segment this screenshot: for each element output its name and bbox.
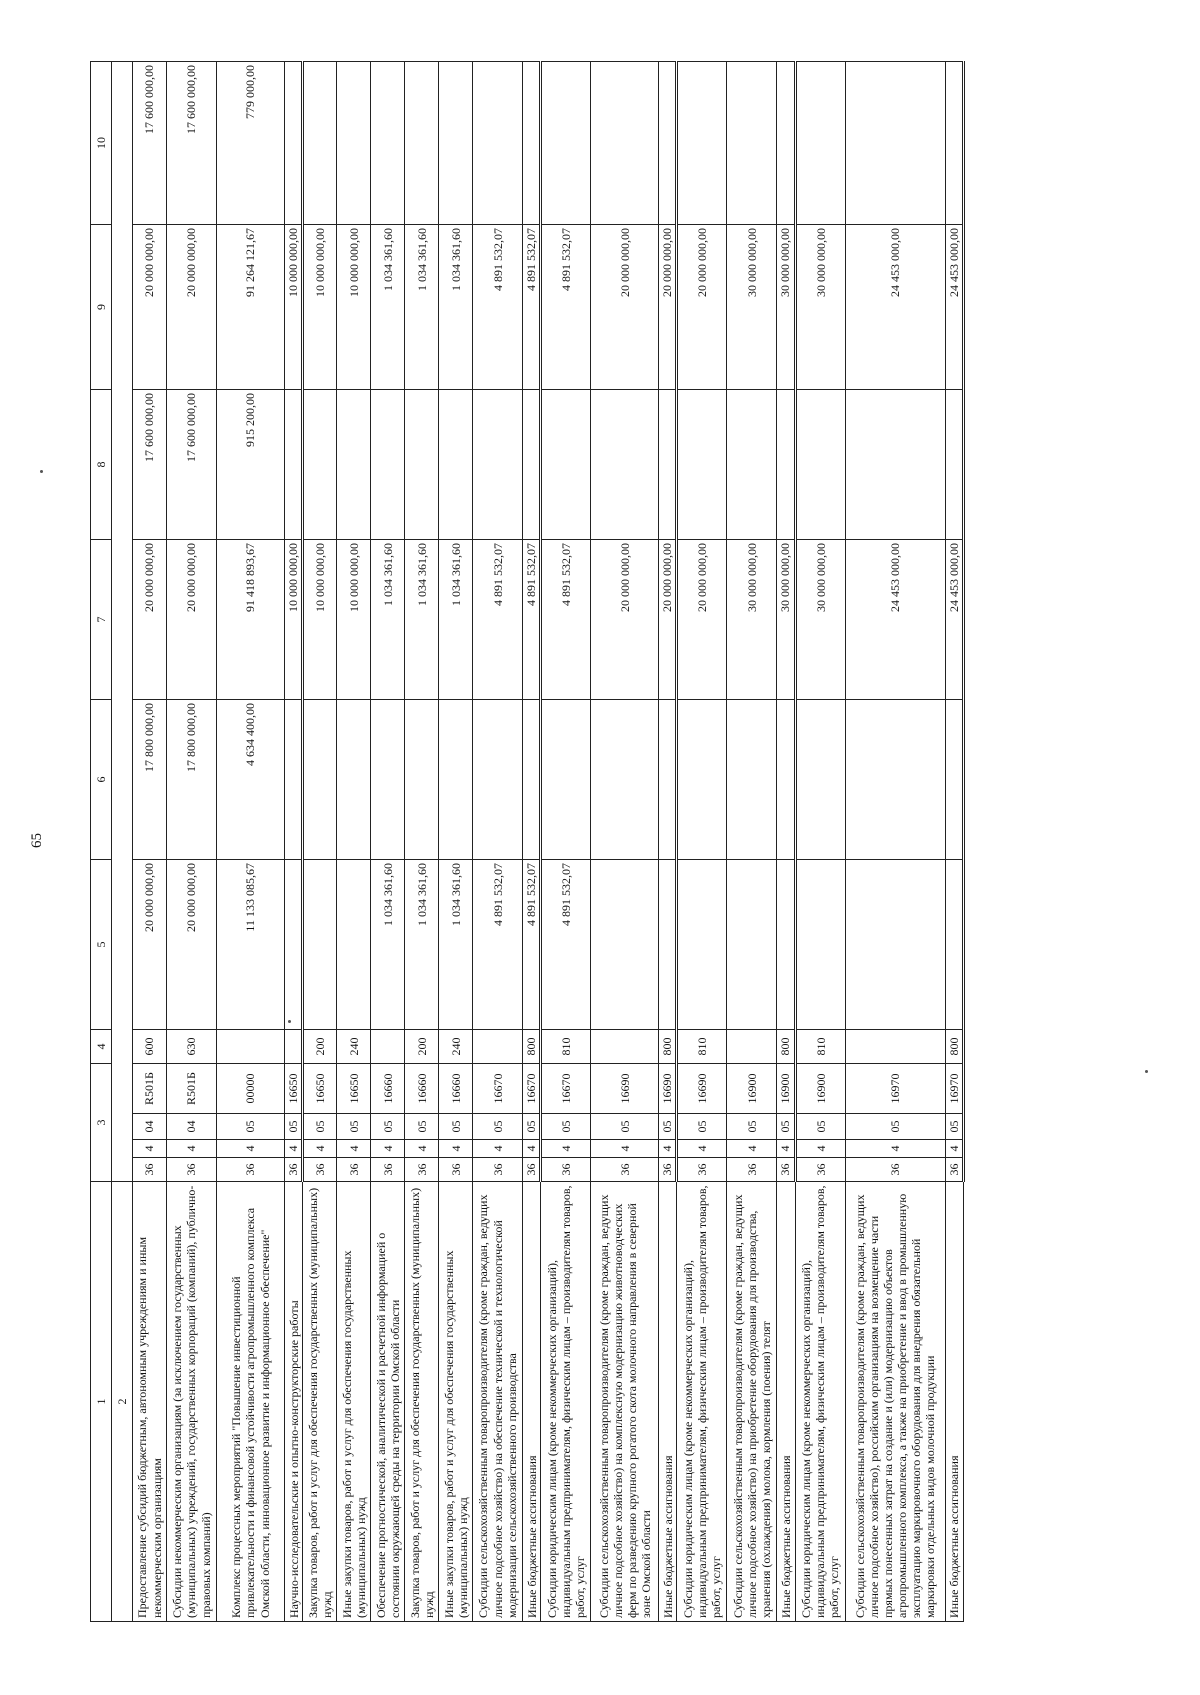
amount-col-9: 24 453 000,00 xyxy=(945,225,963,390)
amount-col-6 xyxy=(777,700,795,860)
row-description: Субсидии юридическим лицам (кроме некоммерческих организаций), индивидуальным предпринимателям, физическим лицам – производителям товаров, работ, услуг xyxy=(795,1182,845,1622)
amount-col-8: 17 600 000,00 xyxy=(167,390,217,540)
table-row xyxy=(439,62,473,1622)
code-subprogram: 05 xyxy=(439,1114,473,1140)
expense-group: 800 xyxy=(945,1030,963,1064)
amount-col-6 xyxy=(285,700,303,860)
row-description: Иные закупки товаров, работ и услуг для обеспечения государственных (муниципальных) нужд xyxy=(439,1182,473,1622)
amount-col-8 xyxy=(473,390,523,540)
code-direction: 16660 xyxy=(439,1064,473,1114)
amount-col-6 xyxy=(845,700,945,860)
code-ministry: 36 xyxy=(677,1158,727,1182)
code-direction: 16690 xyxy=(677,1064,727,1114)
amount-col-8 xyxy=(285,390,303,540)
expense-group: 800 xyxy=(523,1030,541,1064)
row-description: Субсидии некоммерческим организациям (за исключением государственных (муниципальных) учреждений, государственных корпораций (компаний), публично-правовых компаний) xyxy=(167,1182,217,1622)
code-direction: 16970 xyxy=(945,1064,963,1114)
amount-col-10 xyxy=(303,62,337,225)
table-row xyxy=(473,62,523,1622)
row-description: Субсидии сельскохозяйственным товаропроизводителям (кроме граждан, ведущих личное подсобное хозяйство), российским организациям на возмещение части прямых понесенных затрат на создание и (или) модернизацию объектов агропромышленного комплекса, а также на приобретение и ввод в промышленную эксплуатацию маркировочного оборудования для внедрения обязательной маркировки отдельных видов молочной продукции xyxy=(845,1182,945,1622)
amount-col-7: 20 000 000,00 xyxy=(677,540,727,700)
code-ministry: 36 xyxy=(217,1158,285,1182)
amount-col-7: 20 000 000,00 xyxy=(133,540,167,700)
amount-col-10 xyxy=(371,62,405,225)
page-number: 65 xyxy=(29,833,45,848)
code-direction: 16970 xyxy=(845,1064,945,1114)
table-row xyxy=(777,62,795,1622)
table-row xyxy=(303,62,337,1622)
amount-col-8 xyxy=(777,390,795,540)
header-cell-3: 3 xyxy=(91,1064,112,1182)
code-subprogram: 05 xyxy=(659,1114,677,1140)
expense-group xyxy=(285,1030,303,1064)
code-program: 4 xyxy=(473,1140,523,1158)
amount-col-9: 1 034 361,60 xyxy=(405,225,439,390)
table-body xyxy=(91,62,964,1622)
amount-col-7: 4 891 532,07 xyxy=(541,540,591,700)
row-description: Субсидии сельскохозяйственным товаропроизводителям (кроме граждан, ведущих личное подсобное хозяйство) на комплексную модернизацию животноводческих ферм по разведению крупного рогатого скота молочного направления в северной зоне Омской области xyxy=(591,1182,659,1622)
amount-col-5 xyxy=(337,860,371,1030)
code-program: 4 xyxy=(217,1140,285,1158)
header-cell-6: 6 xyxy=(91,700,112,860)
amount-col-5 xyxy=(303,860,337,1030)
amount-col-5: 20 000 000,00 xyxy=(167,860,217,1030)
amount-col-5 xyxy=(727,860,777,1030)
amount-col-6 xyxy=(659,700,677,860)
expense-group: 800 xyxy=(777,1030,795,1064)
rotated-table-wrapper xyxy=(90,62,1090,1622)
row-description: Предоставление субсидий бюджетным, автономным учреждениям и иным некоммерческим организациям xyxy=(133,1182,167,1622)
table-row xyxy=(337,62,371,1622)
code-program: 4 xyxy=(591,1140,659,1158)
amount-col-5 xyxy=(659,860,677,1030)
header-cell-7: 7 xyxy=(91,540,112,700)
amount-col-5 xyxy=(285,860,303,1030)
code-ministry: 36 xyxy=(795,1158,845,1182)
amount-col-8 xyxy=(727,390,777,540)
amount-col-5: 4 891 532,07 xyxy=(473,860,523,1030)
code-subprogram: 05 xyxy=(541,1114,591,1140)
code-ministry: 36 xyxy=(285,1158,303,1182)
code-ministry: 36 xyxy=(133,1158,167,1182)
amount-col-7: 10 000 000,00 xyxy=(303,540,337,700)
code-program: 4 xyxy=(133,1140,167,1158)
table-row xyxy=(541,62,591,1622)
row-description: Иные бюджетные ассигнования xyxy=(659,1182,677,1622)
row-description: Иные закупки товаров, работ и услуг для обеспечения государственных (муниципальных) нужд xyxy=(337,1182,371,1622)
amount-col-7: 4 891 532,07 xyxy=(523,540,541,700)
amount-col-10 xyxy=(945,62,963,225)
code-direction: 00000 xyxy=(217,1064,285,1114)
code-direction: 16670 xyxy=(473,1064,523,1114)
row-description: Субсидии юридическим лицам (кроме некоммерческих организаций), индивидуальным предпринимателям, физическим лицам – производителям товаров, работ, услуг xyxy=(541,1182,591,1622)
code-program: 4 xyxy=(659,1140,677,1158)
code-subprogram: 05 xyxy=(303,1114,337,1140)
code-subprogram: 05 xyxy=(523,1114,541,1140)
header-blank xyxy=(112,62,133,1182)
amount-col-10 xyxy=(727,62,777,225)
amount-col-7: 10 000 000,00 xyxy=(337,540,371,700)
amount-col-8 xyxy=(541,390,591,540)
amount-col-9: 20 000 000,00 xyxy=(677,225,727,390)
code-ministry: 36 xyxy=(945,1158,963,1182)
code-program: 4 xyxy=(677,1140,727,1158)
amount-col-9: 4 891 532,07 xyxy=(541,225,591,390)
amount-col-9: 4 891 532,07 xyxy=(523,225,541,390)
header-cell-4: 4 xyxy=(91,1030,112,1064)
amount-col-9: 91 264 121,67 xyxy=(217,225,285,390)
amount-col-8 xyxy=(845,390,945,540)
amount-col-10 xyxy=(439,62,473,225)
code-subprogram: 05 xyxy=(405,1114,439,1140)
amount-col-7: 30 000 000,00 xyxy=(777,540,795,700)
row-description: Научно-исследовательские и опытно-конструкторские работы xyxy=(285,1182,303,1622)
amount-col-7: 91 418 893,67 xyxy=(217,540,285,700)
amount-col-6 xyxy=(405,700,439,860)
amount-col-8 xyxy=(303,390,337,540)
expense-group: 800 xyxy=(659,1030,677,1064)
code-program: 4 xyxy=(845,1140,945,1158)
amount-col-8 xyxy=(677,390,727,540)
amount-col-5 xyxy=(777,860,795,1030)
amount-col-6 xyxy=(591,700,659,860)
amount-col-7: 20 000 000,00 xyxy=(167,540,217,700)
expense-group xyxy=(371,1030,405,1064)
code-ministry: 36 xyxy=(167,1158,217,1182)
amount-col-10 xyxy=(337,62,371,225)
code-direction: 16660 xyxy=(405,1064,439,1114)
amount-col-5: 4 891 532,07 xyxy=(523,860,541,1030)
amount-col-8 xyxy=(659,390,677,540)
amount-col-8 xyxy=(523,390,541,540)
table-row xyxy=(591,62,659,1622)
amount-col-7: 24 453 000,00 xyxy=(845,540,945,700)
table-row xyxy=(677,62,727,1622)
code-subprogram: 05 xyxy=(591,1114,659,1140)
table-row xyxy=(133,62,167,1622)
code-program: 4 xyxy=(167,1140,217,1158)
code-subprogram: 05 xyxy=(217,1114,285,1140)
amount-col-10: 17 600 000,00 xyxy=(133,62,167,225)
code-direction: 16670 xyxy=(523,1064,541,1114)
code-ministry: 36 xyxy=(845,1158,945,1182)
amount-col-10 xyxy=(777,62,795,225)
row-description: Обеспечение прогностической, аналитической и расчетной информацией о состоянии окружающей среды на территории Омской области xyxy=(371,1182,405,1622)
code-subprogram: 05 xyxy=(337,1114,371,1140)
amount-col-9: 30 000 000,00 xyxy=(727,225,777,390)
amount-col-5: 1 034 361,60 xyxy=(371,860,405,1030)
amount-col-9: 10 000 000,00 xyxy=(285,225,303,390)
amount-col-5: 4 891 532,07 xyxy=(541,860,591,1030)
amount-col-9: 1 034 361,60 xyxy=(439,225,473,390)
amount-col-6: 17 800 000,00 xyxy=(167,700,217,860)
code-ministry: 36 xyxy=(659,1158,677,1182)
code-subprogram: 05 xyxy=(777,1114,795,1140)
code-subprogram: 05 xyxy=(473,1114,523,1140)
table-row xyxy=(795,62,845,1622)
code-program: 4 xyxy=(727,1140,777,1158)
amount-col-10 xyxy=(285,62,303,225)
scan-speck xyxy=(40,470,43,473)
expense-group: 240 xyxy=(439,1030,473,1064)
amount-col-8: 915 200,00 xyxy=(217,390,285,540)
amount-col-5 xyxy=(795,860,845,1030)
expense-group: 240 xyxy=(337,1030,371,1064)
code-ministry: 36 xyxy=(371,1158,405,1182)
code-ministry: 36 xyxy=(727,1158,777,1182)
table-row xyxy=(659,62,677,1622)
amount-col-9: 30 000 000,00 xyxy=(795,225,845,390)
code-ministry: 36 xyxy=(303,1158,337,1182)
amount-col-8: 17 600 000,00 xyxy=(133,390,167,540)
row-description: Субсидии сельскохозяйственным товаропроизводителям (кроме граждан, ведущих личное подсобное хозяйство) на приобретение оборудования для производства, хранения (охлаждения) молока, кормления (поения) телят xyxy=(727,1182,777,1622)
amount-col-8 xyxy=(591,390,659,540)
expense-group: 810 xyxy=(677,1030,727,1064)
code-direction: 16650 xyxy=(303,1064,337,1114)
code-direction: 16690 xyxy=(659,1064,677,1114)
expense-group: 810 xyxy=(795,1030,845,1064)
amount-col-6 xyxy=(439,700,473,860)
amount-col-10: 17 600 000,00 xyxy=(167,62,217,225)
amount-col-6 xyxy=(795,700,845,860)
amount-col-10 xyxy=(523,62,541,225)
amount-col-6 xyxy=(337,700,371,860)
header-row-2 xyxy=(112,62,133,1622)
amount-col-7: 30 000 000,00 xyxy=(795,540,845,700)
amount-col-8 xyxy=(405,390,439,540)
amount-col-9: 20 000 000,00 xyxy=(133,225,167,390)
amount-col-8 xyxy=(337,390,371,540)
row-description: Субсидии юридическим лицам (кроме некоммерческих организаций), индивидуальным предпринимателям, физическим лицам – производителям товаров, работ, услуг xyxy=(677,1182,727,1622)
code-program: 4 xyxy=(285,1140,303,1158)
amount-col-5 xyxy=(677,860,727,1030)
row-description: Комплекс процессных мероприятий "Повышение инвестиционной привлекательности и финансовой устойчивости агропромышленного комплекса Омской области, инновационное развитие и информационное обеспечение" xyxy=(217,1182,285,1622)
code-ministry: 36 xyxy=(337,1158,371,1182)
table-row xyxy=(405,62,439,1622)
amount-col-9: 20 000 000,00 xyxy=(591,225,659,390)
code-subprogram: 05 xyxy=(727,1114,777,1140)
amount-col-8 xyxy=(945,390,963,540)
header-cell-8: 8 xyxy=(91,390,112,540)
code-direction: 16690 xyxy=(591,1064,659,1114)
amount-col-10 xyxy=(591,62,659,225)
amount-col-5 xyxy=(845,860,945,1030)
amount-col-7: 1 034 361,60 xyxy=(371,540,405,700)
amount-col-6: 4 634 400,00 xyxy=(217,700,285,860)
budget-table xyxy=(90,61,965,1622)
amount-col-9: 1 034 361,60 xyxy=(371,225,405,390)
table-row xyxy=(371,62,405,1622)
expense-group xyxy=(473,1030,523,1064)
amount-col-10 xyxy=(659,62,677,225)
amount-col-8 xyxy=(439,390,473,540)
amount-col-10 xyxy=(795,62,845,225)
code-ministry: 36 xyxy=(523,1158,541,1182)
row-description: Закупка товаров, работ и услуг для обеспечения государственных (муниципальных) нужд xyxy=(405,1182,439,1622)
amount-col-6 xyxy=(727,700,777,860)
amount-col-7: 24 453 000,00 xyxy=(945,540,963,700)
amount-col-5 xyxy=(945,860,963,1030)
scan-speck xyxy=(1145,1070,1148,1073)
amount-col-6 xyxy=(303,700,337,860)
amount-col-7: 30 000 000,00 xyxy=(727,540,777,700)
code-subprogram: 05 xyxy=(371,1114,405,1140)
header-cell-5: 5 xyxy=(91,860,112,1030)
code-direction: 16900 xyxy=(727,1064,777,1114)
amount-col-9: 4 891 532,07 xyxy=(473,225,523,390)
amount-col-7: 10 000 000,00 xyxy=(285,540,303,700)
header-row xyxy=(91,62,112,1622)
code-ministry: 36 xyxy=(777,1158,795,1182)
expense-group: 200 xyxy=(405,1030,439,1064)
expense-group: 810 xyxy=(541,1030,591,1064)
amount-col-6 xyxy=(473,700,523,860)
expense-group xyxy=(217,1030,285,1064)
code-subprogram: 05 xyxy=(285,1114,303,1140)
code-subprogram: 05 xyxy=(677,1114,727,1140)
code-direction: R501Б xyxy=(167,1064,217,1114)
code-program: 4 xyxy=(371,1140,405,1158)
amount-col-9: 10 000 000,00 xyxy=(337,225,371,390)
header-cell-1: 1 xyxy=(91,1182,112,1622)
code-subprogram: 05 xyxy=(945,1114,963,1140)
amount-col-9: 24 453 000,00 xyxy=(845,225,945,390)
amount-col-9: 30 000 000,00 xyxy=(777,225,795,390)
table-row xyxy=(523,62,541,1622)
code-ministry: 36 xyxy=(439,1158,473,1182)
amount-col-7: 4 891 532,07 xyxy=(473,540,523,700)
amount-col-9: 20 000 000,00 xyxy=(167,225,217,390)
amount-col-10 xyxy=(677,62,727,225)
amount-col-5: 20 000 000,00 xyxy=(133,860,167,1030)
code-ministry: 36 xyxy=(541,1158,591,1182)
table-row xyxy=(217,62,285,1622)
expense-group xyxy=(591,1030,659,1064)
code-program: 4 xyxy=(337,1140,371,1158)
amount-col-6 xyxy=(371,700,405,860)
header-cell-2: 2 xyxy=(112,1182,133,1622)
code-direction: 16650 xyxy=(285,1064,303,1114)
expense-group xyxy=(845,1030,945,1064)
amount-col-9: 20 000 000,00 xyxy=(659,225,677,390)
table-row xyxy=(727,62,777,1622)
amount-col-8 xyxy=(371,390,405,540)
code-program: 4 xyxy=(777,1140,795,1158)
code-direction: 16900 xyxy=(777,1064,795,1114)
code-direction: R501Б xyxy=(133,1064,167,1114)
amount-col-7: 1 034 361,60 xyxy=(405,540,439,700)
code-subprogram: 04 xyxy=(167,1114,217,1140)
amount-col-10 xyxy=(845,62,945,225)
code-direction: 16660 xyxy=(371,1064,405,1114)
amount-col-10 xyxy=(473,62,523,225)
expense-group: 630 xyxy=(167,1030,217,1064)
amount-col-6 xyxy=(677,700,727,860)
table-row xyxy=(285,62,303,1622)
code-direction: 16900 xyxy=(795,1064,845,1114)
expense-group xyxy=(727,1030,777,1064)
code-program: 4 xyxy=(405,1140,439,1158)
table-row xyxy=(945,62,963,1622)
header-cell-10: 10 xyxy=(91,62,112,225)
code-program: 4 xyxy=(541,1140,591,1158)
amount-col-10: 779 000,00 xyxy=(217,62,285,225)
header-cell-9: 9 xyxy=(91,225,112,390)
amount-col-6: 17 800 000,00 xyxy=(133,700,167,860)
amount-col-5: 1 034 361,60 xyxy=(439,860,473,1030)
code-ministry: 36 xyxy=(591,1158,659,1182)
code-subprogram: 05 xyxy=(845,1114,945,1140)
amount-col-5 xyxy=(591,860,659,1030)
amount-col-7: 20 000 000,00 xyxy=(591,540,659,700)
code-direction: 16670 xyxy=(541,1064,591,1114)
amount-col-6 xyxy=(523,700,541,860)
code-program: 4 xyxy=(523,1140,541,1158)
table-row xyxy=(167,62,217,1622)
amount-col-5: 11 133 085,67 xyxy=(217,860,285,1030)
amount-col-6 xyxy=(541,700,591,860)
code-subprogram: 05 xyxy=(795,1114,845,1140)
amount-col-7: 1 034 361,60 xyxy=(439,540,473,700)
amount-col-10 xyxy=(541,62,591,225)
row-description: Иные бюджетные ассигнования xyxy=(945,1182,963,1622)
code-program: 4 xyxy=(303,1140,337,1158)
code-direction: 16650 xyxy=(337,1064,371,1114)
row-description: Закупка товаров, работ и услуг для обеспечения государственных (муниципальных) нужд xyxy=(303,1182,337,1622)
code-program: 4 xyxy=(795,1140,845,1158)
amount-col-6 xyxy=(945,700,963,860)
code-ministry: 36 xyxy=(405,1158,439,1182)
table-row xyxy=(845,62,945,1622)
code-subprogram: 04 xyxy=(133,1114,167,1140)
amount-col-8 xyxy=(795,390,845,540)
code-program: 4 xyxy=(945,1140,963,1158)
row-description: Иные бюджетные ассигнования xyxy=(777,1182,795,1622)
row-description: Субсидии сельскохозяйственным товаропроизводителям (кроме граждан, ведущих личное подсобное хозяйство) на обеспечение технической и технологической модернизации сельскохозяйственного производства xyxy=(473,1182,523,1622)
expense-group: 200 xyxy=(303,1030,337,1064)
row-description: Иные бюджетные ассигнования xyxy=(523,1182,541,1622)
code-program: 4 xyxy=(439,1140,473,1158)
expense-group: 600 xyxy=(133,1030,167,1064)
code-ministry: 36 xyxy=(473,1158,523,1182)
amount-col-7: 20 000 000,00 xyxy=(659,540,677,700)
amount-col-5: 1 034 361,60 xyxy=(405,860,439,1030)
amount-col-9: 10 000 000,00 xyxy=(303,225,337,390)
amount-col-10 xyxy=(405,62,439,225)
